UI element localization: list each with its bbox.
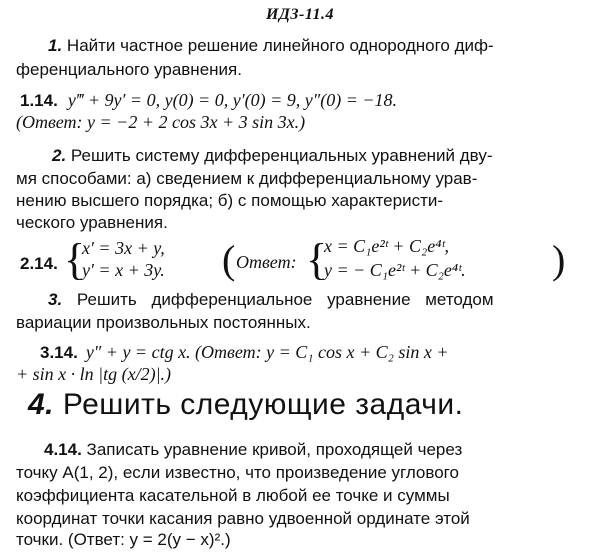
system-brace: { [64,235,86,284]
problem-2-answer-label: Ответ: [236,252,297,272]
answer-close-paren: ) [552,237,566,282]
task-2-text-3: нению высшего порядка; б) с помощью характеристи- [16,191,444,210]
task-3-line-1 [48,290,494,310]
answer-brace: { [306,235,328,284]
answer-open-paren: ( [222,237,236,282]
system-eq-2: y′ = x + 3y. [82,260,165,280]
problem-4-label: 4.14. [44,440,82,459]
task-4-text: Решить следующие задачи. [62,388,464,421]
problem-3-equation: y″ + y = ctg x. (Ответ: y = C₁ cos x + C₂ sin x + [85,342,449,362]
task-3-number: 3. [48,290,63,309]
task-3-text-1: Решить дифференциальное уравнение методом [76,290,494,309]
problem-2-label: 2.14. [20,254,58,273]
problem-4-line-1 [44,440,462,460]
system-eq-1: x′ = 3x + y, [82,238,165,258]
task-4-heading [28,388,463,422]
task-2-number: 2. [52,146,67,165]
task-1-text-1: Найти частное решение линейного однородного диф- [66,36,494,55]
problem-1-label: 1.14. [20,91,58,110]
problem-3-line-1 [40,342,449,363]
problem-4-text-1: Записать уравнение кривой, проходящей через [86,440,463,459]
task-1-text-2: ференциального уравнения. [16,60,242,79]
problem-1-line [20,90,397,111]
task-2-text-1: Решить систему дифференциальных уравнений дву- [70,146,493,165]
task-1-line-1 [48,36,494,56]
page-title: ИДЗ-11.4 [266,6,334,23]
problem-3-label: 3.14. [40,343,78,362]
task-2-text-2: мя способами: а) сведением к дифференциальному урав- [16,169,478,188]
problem-4-text-5: точки. (Ответ: y = 2(y − x)².) [16,530,231,549]
task-4-number: 4. [28,388,55,421]
problem-1-equation: y‴ + 9y′ = 0, y(0) = 0, y′(0) = 9, y″(0) = −18. [67,90,398,110]
problem-4-text-4: координат точки касания равно удвоенной ординате этой [16,509,470,528]
task-2-line-1 [52,146,493,166]
answer-eq-1: x = C₁e²ᵗ + C₂e⁴ᵗ, [324,236,449,256]
problem-4-text-2: точку A(1, 2), если известно, что произведение углового [16,463,459,482]
problem-1-answer: (Ответ: y = −2 + 2 cos 3x + 3 sin 3x.) [16,112,306,132]
problem-4-text-3: коэффициента касательной в любой ее точке и суммы [16,486,450,505]
task-2-text-4: ческого уравнения. [16,213,168,232]
task-3-text-2: вариации произвольных постоянных. [16,313,311,332]
answer-eq-2: y = − C₁e²ᵗ + C₂e⁴ᵗ. [324,260,466,280]
problem-3-line-2: + sin x · ln |tg (x/2)|.) [16,364,172,384]
task-1-number: 1. [48,36,63,55]
